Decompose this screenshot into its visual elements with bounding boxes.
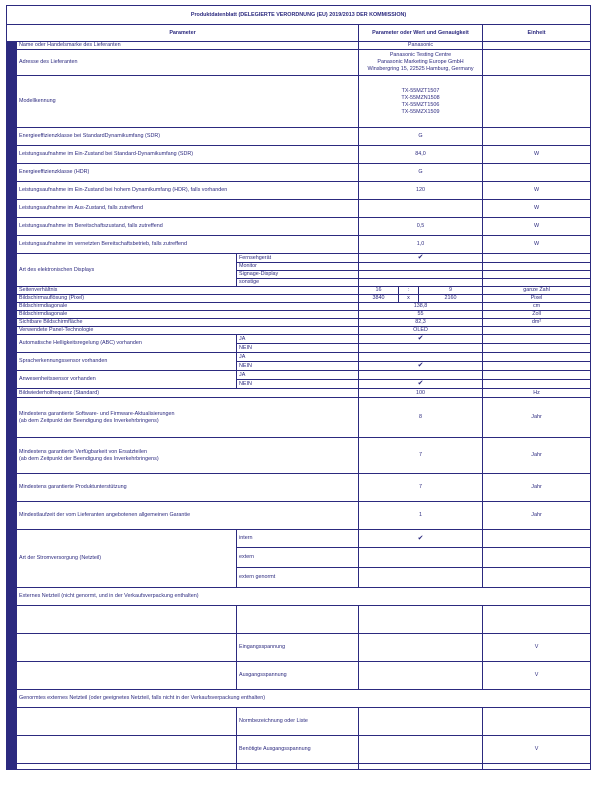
row-label: Bildschirmdiagonale (17, 311, 359, 319)
address-line: Panasonic Marketing Europe GmbH (377, 59, 464, 65)
ratio-separator: : (399, 287, 419, 295)
row-index: 7 (7, 200, 17, 218)
checkmark-icon: ✔ (359, 335, 483, 344)
sub-label (17, 634, 237, 662)
row-index: 23 (7, 474, 17, 502)
sub-value (359, 662, 483, 690)
row-unit (483, 279, 591, 287)
row-index: 15 (7, 319, 17, 327)
row-label: Anwesenheitssensor vorhanden (17, 371, 237, 389)
row-index: 5 (7, 164, 17, 182)
option-label: extern genormt (237, 568, 359, 588)
row-index: 2 (7, 76, 17, 128)
row-index: 24 (7, 530, 17, 588)
row-unit (483, 362, 591, 371)
resolution-separator: x (399, 295, 419, 303)
row-label: Energieeffizienzklasse (HDR) (17, 164, 359, 182)
sub-value (359, 708, 483, 736)
row-unit (483, 335, 591, 344)
sub-param: Normbezeichnung oder Liste (237, 708, 359, 736)
label-line: (ab dem Zeitpunkt der Beendigung des Inverkehrbringens) (19, 455, 159, 462)
row-index: 10 (7, 254, 17, 287)
option-value (359, 371, 483, 380)
sub-index (7, 764, 17, 770)
row-label: Modellkennung (17, 76, 359, 128)
row-value: 8 (359, 398, 483, 438)
sub-param: Benötigte Ausgangsspannung (237, 736, 359, 764)
row-label: Automatische Helligkeitsregelung (ABC) vorhanden (17, 335, 237, 353)
row-label (17, 398, 359, 438)
row-unit: ganze Zahl (483, 287, 591, 295)
option-label: NEIN (237, 380, 359, 389)
row-label: Bildschirmdiagonale (17, 303, 359, 311)
row-index: 19 (7, 371, 17, 389)
row-value (359, 76, 483, 128)
option-label: Monitor (237, 263, 359, 271)
row-index: 3 (7, 128, 17, 146)
row-label: Seitenverhältnis (17, 287, 359, 295)
row-label: Mindestlaufzeit der vom Lieferanten angebotenen allgemeinen Garantie (17, 502, 359, 530)
sub-param: Eingangsspannung (237, 634, 359, 662)
row-label: Adresse des Lieferanten (17, 50, 359, 76)
label-line: Mindestens garantierte Software- und Firmware-Aktualisierungen (19, 410, 175, 417)
row-index: 11 (7, 287, 17, 295)
section-label: Genormtes externes Netzteil (oder geeignetes Netzteil, falls nicht in der Verkaufsverpackung enthalten) (17, 690, 591, 708)
row-unit: cm (483, 303, 591, 311)
checkmark-icon: ✔ (359, 254, 483, 263)
row-index: 9 (7, 236, 17, 254)
row-unit: Hz (483, 389, 591, 398)
ratio-a: 16 (359, 287, 399, 295)
row-unit: W (483, 182, 591, 200)
row-unit: Jahr (483, 474, 591, 502)
header-value: Parameter oder Wert und Genauigkeit (359, 25, 483, 42)
row-index: 20 (7, 389, 17, 398)
sub-value (359, 764, 483, 770)
row-value: OLED (359, 327, 483, 335)
header-parameter: Parameter (7, 25, 359, 42)
row-index: 4 (7, 146, 17, 164)
row-index: 1 (7, 42, 17, 76)
row-unit: Pixel (483, 295, 591, 303)
sub-index: i (7, 708, 17, 736)
row-unit: W (483, 218, 591, 236)
row-value: G (359, 128, 483, 146)
row-unit: Jahr (483, 502, 591, 530)
row-label: Energieeffizienzklasse bei StandardDynamikumfang (SDR) (17, 128, 359, 146)
row-index: 6 (7, 182, 17, 200)
option-value (359, 548, 483, 568)
row-unit (483, 530, 591, 548)
option-label: intern (237, 530, 359, 548)
checkmark-icon: ✔ (359, 380, 483, 389)
row-index: 18 (7, 353, 17, 371)
address-line: Winsbergring 15, 22525 Hamburg, Germany (367, 66, 474, 72)
row-unit (483, 353, 591, 362)
row-value: 100 (359, 389, 483, 398)
row-label: Sichtbare Bildschirmfläche (17, 319, 359, 327)
option-label: NEIN (237, 344, 359, 353)
row-index: 12 (7, 295, 17, 303)
option-value (359, 271, 483, 279)
model-id: TX-55MZN1508 (401, 94, 440, 101)
checkmark-icon: ✔ (359, 530, 483, 548)
sub-index: ii (7, 634, 17, 662)
row-label: Art des elektronischen Displays (17, 254, 237, 287)
row-unit: Zoll (483, 311, 591, 319)
option-value (359, 353, 483, 362)
row-unit: Jahr (483, 438, 591, 474)
model-id: TX-55MZT1507 (401, 87, 440, 94)
row-unit (483, 254, 591, 263)
section-label: Externes Netzteil (nicht genormt, und in der Verkaufsverpackung enthalten) (17, 588, 591, 606)
row-unit (483, 271, 591, 279)
row-value: 120 (359, 182, 483, 200)
row-value: 84,0 (359, 146, 483, 164)
sub-value (359, 606, 483, 634)
row-label: Leistungsaufnahme im Aus-Zustand, falls zutreffend (17, 200, 359, 218)
row-label: Leistungsaufnahme im Bereitschaftszustand, falls zutreffend (17, 218, 359, 236)
row-index: 21 (7, 398, 17, 438)
sub-label (17, 606, 237, 634)
row-label: Mindestens garantierte Produktunterstützung (17, 474, 359, 502)
resolution-width: 3840 (359, 295, 399, 303)
row-unit (483, 548, 591, 568)
sub-label (17, 708, 237, 736)
row-unit (483, 128, 591, 146)
product-data-sheet (6, 5, 591, 770)
row-unit (483, 708, 591, 736)
row-value: 7 (359, 474, 483, 502)
row-value: 0,5 (359, 218, 483, 236)
sub-param (237, 606, 359, 634)
row-label: Leistungsaufnahme im Ein-Zustand bei hohem Dynamikumfang (HDR), falls vorhanden (17, 182, 359, 200)
option-label: JA (237, 353, 359, 362)
address-line: Panasonic Testing Centre (389, 52, 452, 58)
row-unit (483, 327, 591, 335)
sub-label (17, 764, 237, 770)
row-value (359, 200, 483, 218)
row-unit: dm² (483, 319, 591, 327)
row-label: Spracherkennungssensor vorhanden (17, 353, 237, 371)
sub-value (359, 634, 483, 662)
row-value: 138,8 (359, 303, 483, 311)
option-label: extern (237, 548, 359, 568)
row-index: 17 (7, 335, 17, 353)
row-unit: V (483, 634, 591, 662)
row-value (359, 50, 483, 76)
option-value (359, 263, 483, 271)
option-label: JA (237, 371, 359, 380)
resolution-height: 2160 (419, 295, 483, 303)
ratio-b: 9 (419, 287, 483, 295)
row-unit (483, 764, 591, 770)
row-index: 26 (7, 690, 17, 708)
option-label: sonstige (237, 279, 359, 287)
row-unit (483, 371, 591, 380)
row-unit (483, 263, 591, 271)
sub-index: iii (7, 662, 17, 690)
sheet-title: Produktdatenblatt (DELEGIERTE VERORDNUNG (EU) 2019/2013 DER KOMMISSION) (7, 6, 591, 25)
option-label: Fernsehgerät (237, 254, 359, 263)
label-line: Mindestens garantierte Verfügbarkeit von Ersatzteilen (19, 448, 147, 455)
row-value: 1 (359, 502, 483, 530)
option-value (359, 344, 483, 353)
option-label: JA (237, 335, 359, 344)
row-index (7, 502, 17, 530)
row-unit (483, 568, 591, 588)
model-id: TX-55MZT1506 (401, 101, 440, 108)
row-label: Bildschirmauflösung (Pixel) (17, 295, 359, 303)
row-index: 16 (7, 327, 17, 335)
row-unit (483, 50, 591, 76)
option-label: NEIN (237, 362, 359, 371)
row-label (17, 438, 359, 474)
row-unit (483, 76, 591, 128)
row-index: 14 (7, 311, 17, 319)
row-value: 7 (359, 438, 483, 474)
model-id: TX-55MZX1509 (401, 108, 440, 115)
row-unit: V (483, 736, 591, 764)
sub-index: ii (7, 736, 17, 764)
row-label: Leistungsaufnahme im Ein-Zustand bei Standard-Dynamikumfang (SDR) (17, 146, 359, 164)
row-label: Bildwiederholfrequenz (Standard) (17, 389, 359, 398)
row-unit: Jahr (483, 398, 591, 438)
header-unit: Einheit (483, 25, 591, 42)
row-label: Art der Stromversorgung (Netzteil) (17, 530, 237, 588)
sub-label (17, 736, 237, 764)
row-unit (483, 606, 591, 634)
row-value: 1,0 (359, 236, 483, 254)
row-unit (483, 164, 591, 182)
sub-label (17, 662, 237, 690)
sub-param (237, 764, 359, 770)
row-label: Verwendete Panel-Technologie (17, 327, 359, 335)
row-index: 8 (7, 218, 17, 236)
row-unit: W (483, 200, 591, 218)
row-value: 82,3 (359, 319, 483, 327)
row-unit: W (483, 146, 591, 164)
sub-value (359, 736, 483, 764)
row-value: Panasonic (359, 42, 483, 50)
row-unit (483, 42, 591, 50)
row-unit (483, 344, 591, 353)
option-label: Signage-Display (237, 271, 359, 279)
label-line: (ab dem Zeitpunkt der Beendigung des Inverkehrbringens) (19, 417, 159, 424)
row-unit: W (483, 236, 591, 254)
row-unit (483, 380, 591, 389)
row-index: 25 (7, 588, 17, 606)
row-index: 13 (7, 303, 17, 311)
sub-index: i (7, 606, 17, 634)
row-label: Leistungsaufnahme im vernetzten Bereitschaftsbetrieb, falls zutreffend (17, 236, 359, 254)
row-index: 22 (7, 438, 17, 474)
sub-param: Ausgangsspannung (237, 662, 359, 690)
row-label: Name oder Handelsmarke des Lieferanten (17, 42, 359, 50)
checkmark-icon: ✔ (359, 362, 483, 371)
row-value: G (359, 164, 483, 182)
option-value (359, 568, 483, 588)
data-sheet-page (6, 5, 590, 770)
row-unit: V (483, 662, 591, 690)
option-value (359, 279, 483, 287)
row-value: 55 (359, 311, 483, 319)
